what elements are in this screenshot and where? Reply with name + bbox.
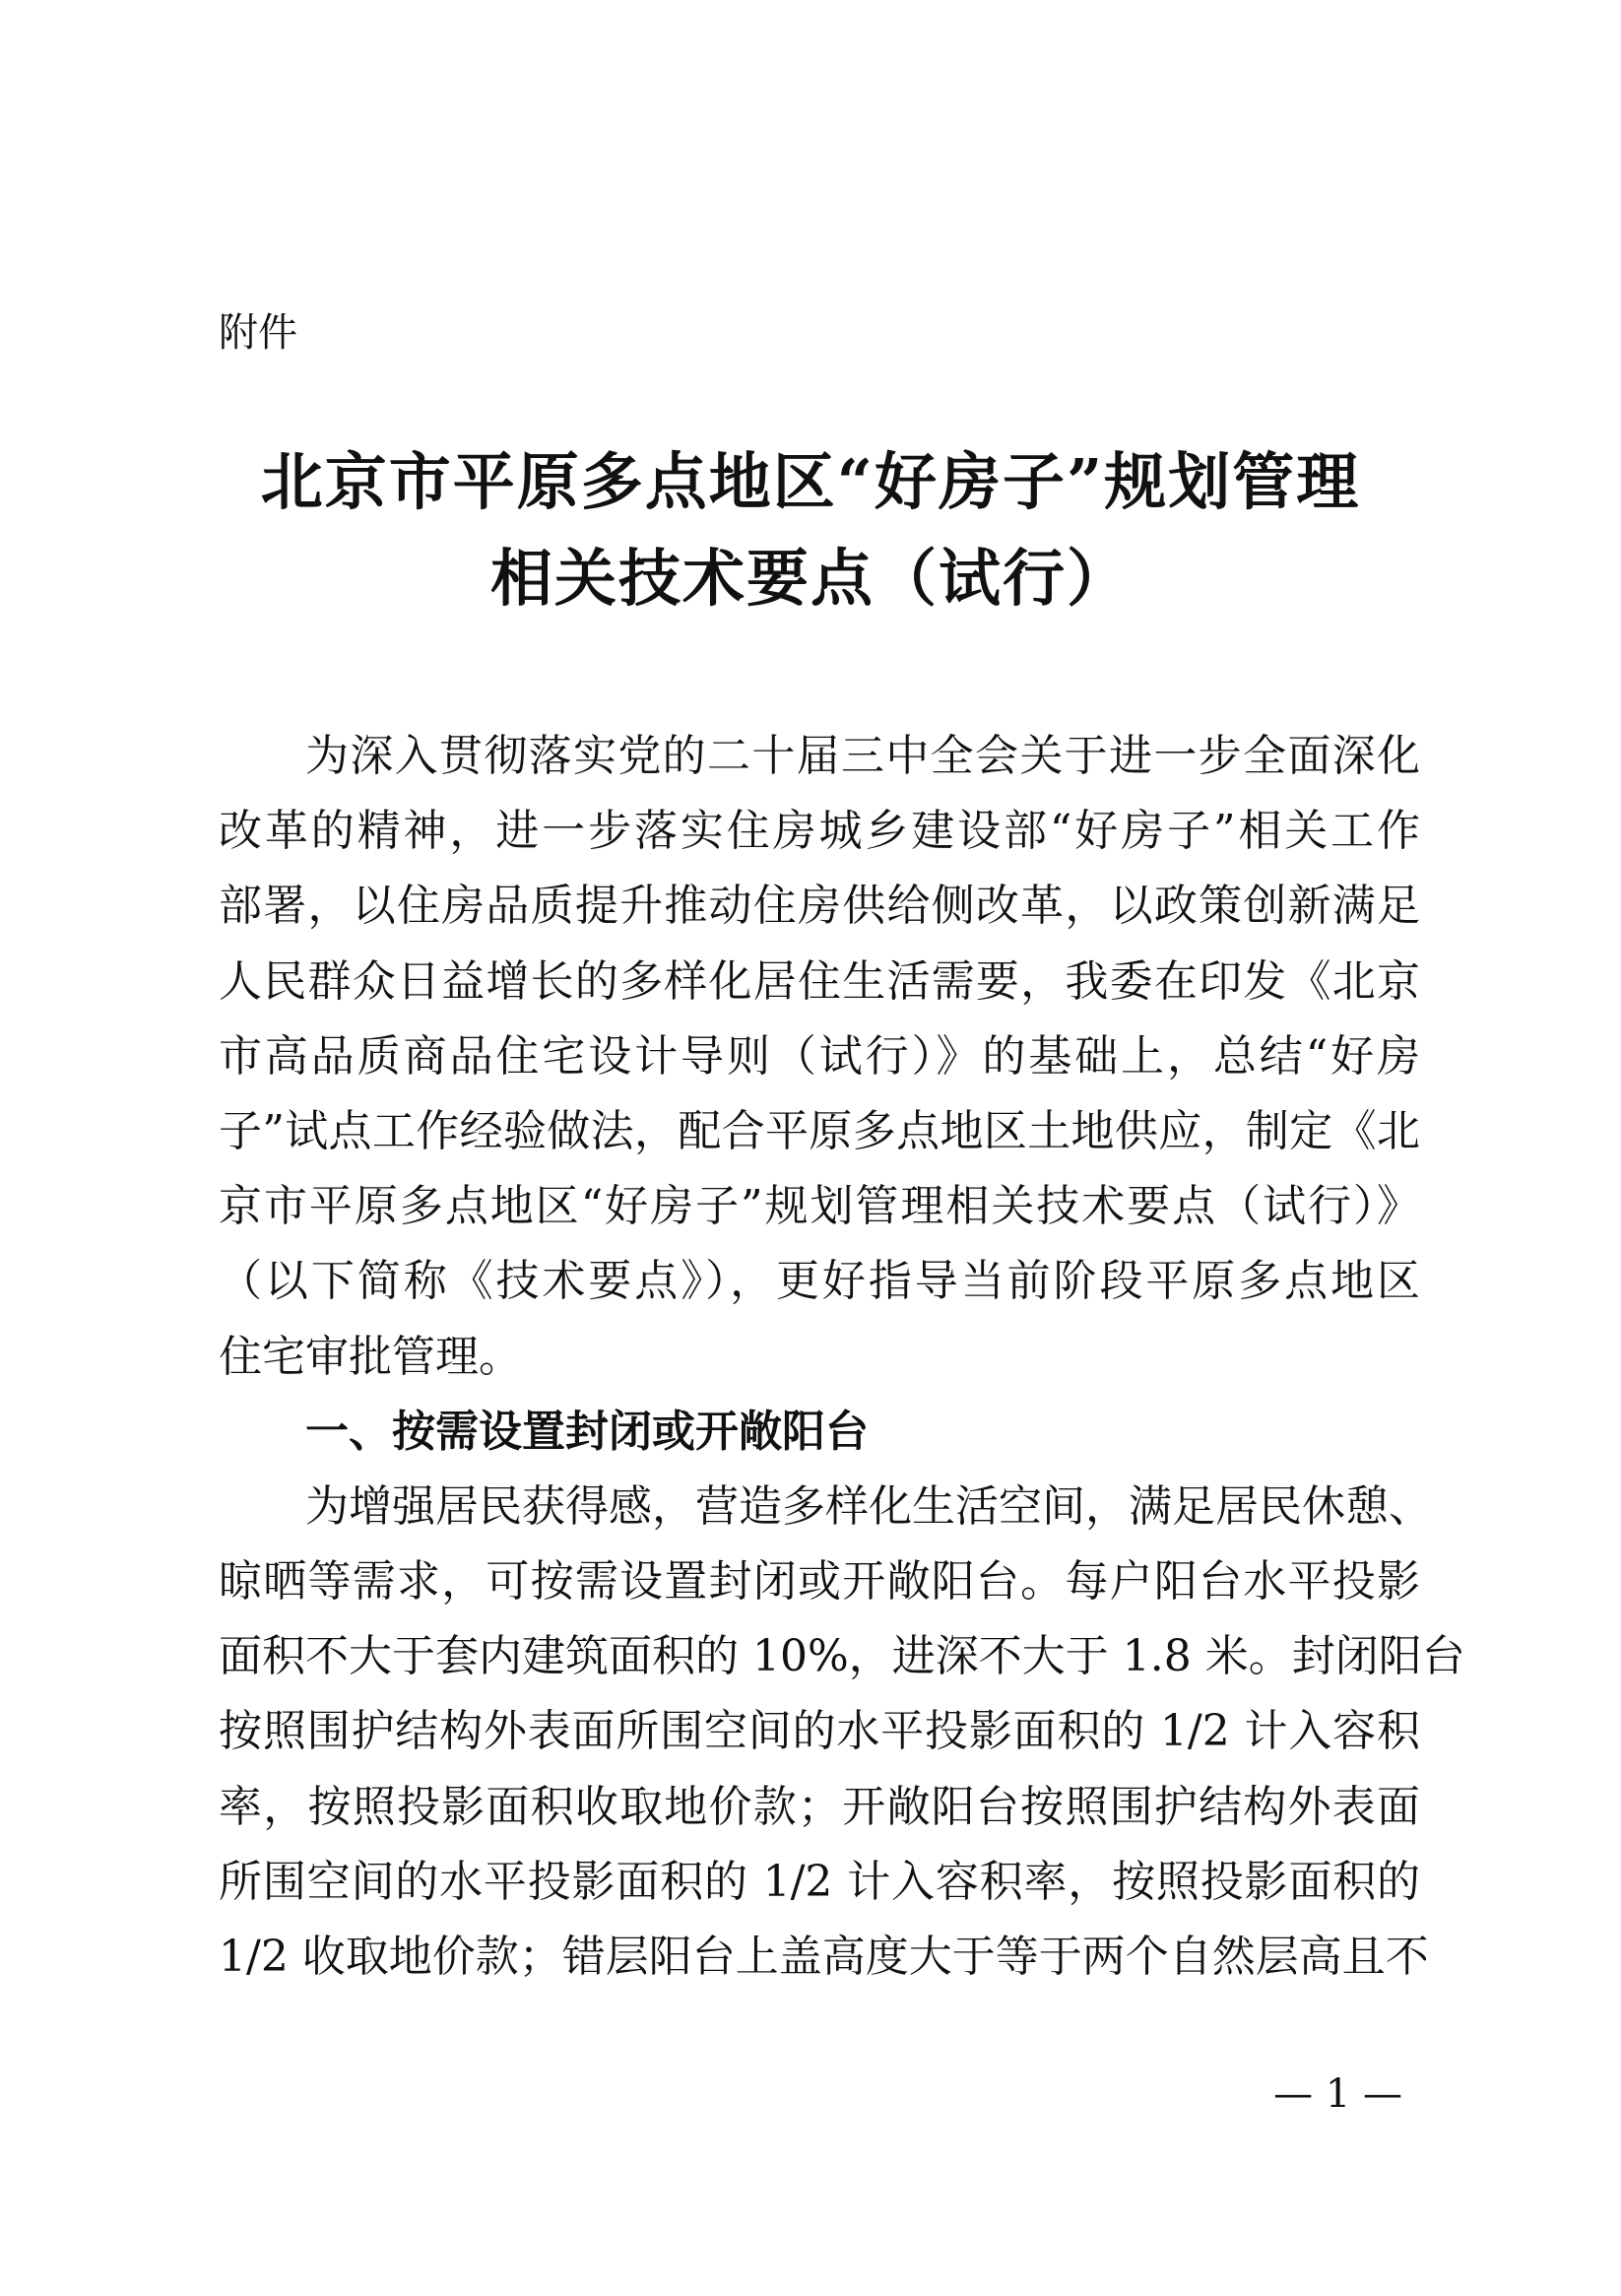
paragraph-line: 按照围护结构外表面所围空间的水平投影面积的 1/2 计入容积: [219, 1706, 1420, 1757]
page-number: — 1 —: [1273, 2071, 1402, 2117]
paragraph-line: 所围空间的水平投影面积的 1/2 计入容积率，按照投影面积的: [219, 1856, 1420, 1907]
paragraph-line: 部署，以住房品质提升推动住房供给侧改革，以政策创新满足: [219, 881, 1420, 932]
paragraph-line: 子”试点工作经验做法，配合平原多点地区土地供应，制定《北: [219, 1105, 1420, 1156]
paragraph-line: 改革的精神，进一步落实住房城乡建设部“好房子”相关工作: [219, 806, 1420, 857]
paragraph-line: 1/2 收取地价款；错层阳台上盖高度大于等于两个自然层高且不: [219, 1932, 1429, 1982]
paragraph-line: 市高品质商品住宅设计导则（试行）》的基础上，总结“好房: [219, 1030, 1420, 1082]
document-body: [219, 719, 1465, 1995]
attachment-label: 附件: [219, 310, 297, 356]
paragraph-line: 人民群众日益增长的多样化居住生活需要，我委在印发《北京: [219, 955, 1420, 1007]
document-title: [158, 433, 1463, 626]
paragraph-line: 率，按照投影面积收取地价款；开敞阳台按照围护结构外表面: [219, 1781, 1420, 1832]
section-paragraph: [219, 1470, 1465, 1995]
paragraph-line: 京市平原多点地区“好房子”规划管理相关技术要点（试行）》: [219, 1181, 1420, 1232]
paragraph-line: 住宅审批管理。: [219, 1331, 522, 1382]
section-heading: 一、按需设置封闭或开敞阳台: [305, 1406, 869, 1457]
paragraph-line: 晾晒等需求，可按需设置封闭或开敞阳台。每户阳台水平投影: [219, 1556, 1420, 1607]
title-line-1: 北京市平原多点地区“好房子”规划管理: [260, 445, 1361, 518]
paragraph-line: 面积不大于套内建筑面积的 10%，进深不大于 1.8 米。封闭阳台: [219, 1631, 1465, 1682]
paragraph-line: 为增强居民获得感，营造多样化生活空间，满足居民休憩、: [305, 1480, 1432, 1532]
paragraph-line: （以下简称《技术要点》），更好指导当前阶段平原多点地区: [219, 1256, 1420, 1307]
intro-paragraph: [219, 719, 1420, 1395]
paragraph-line: 为深入贯彻落实党的二十届三中全会关于进一步全面深化: [305, 731, 1420, 781]
title-line-2: 相关技术要点（试行）: [490, 542, 1131, 615]
